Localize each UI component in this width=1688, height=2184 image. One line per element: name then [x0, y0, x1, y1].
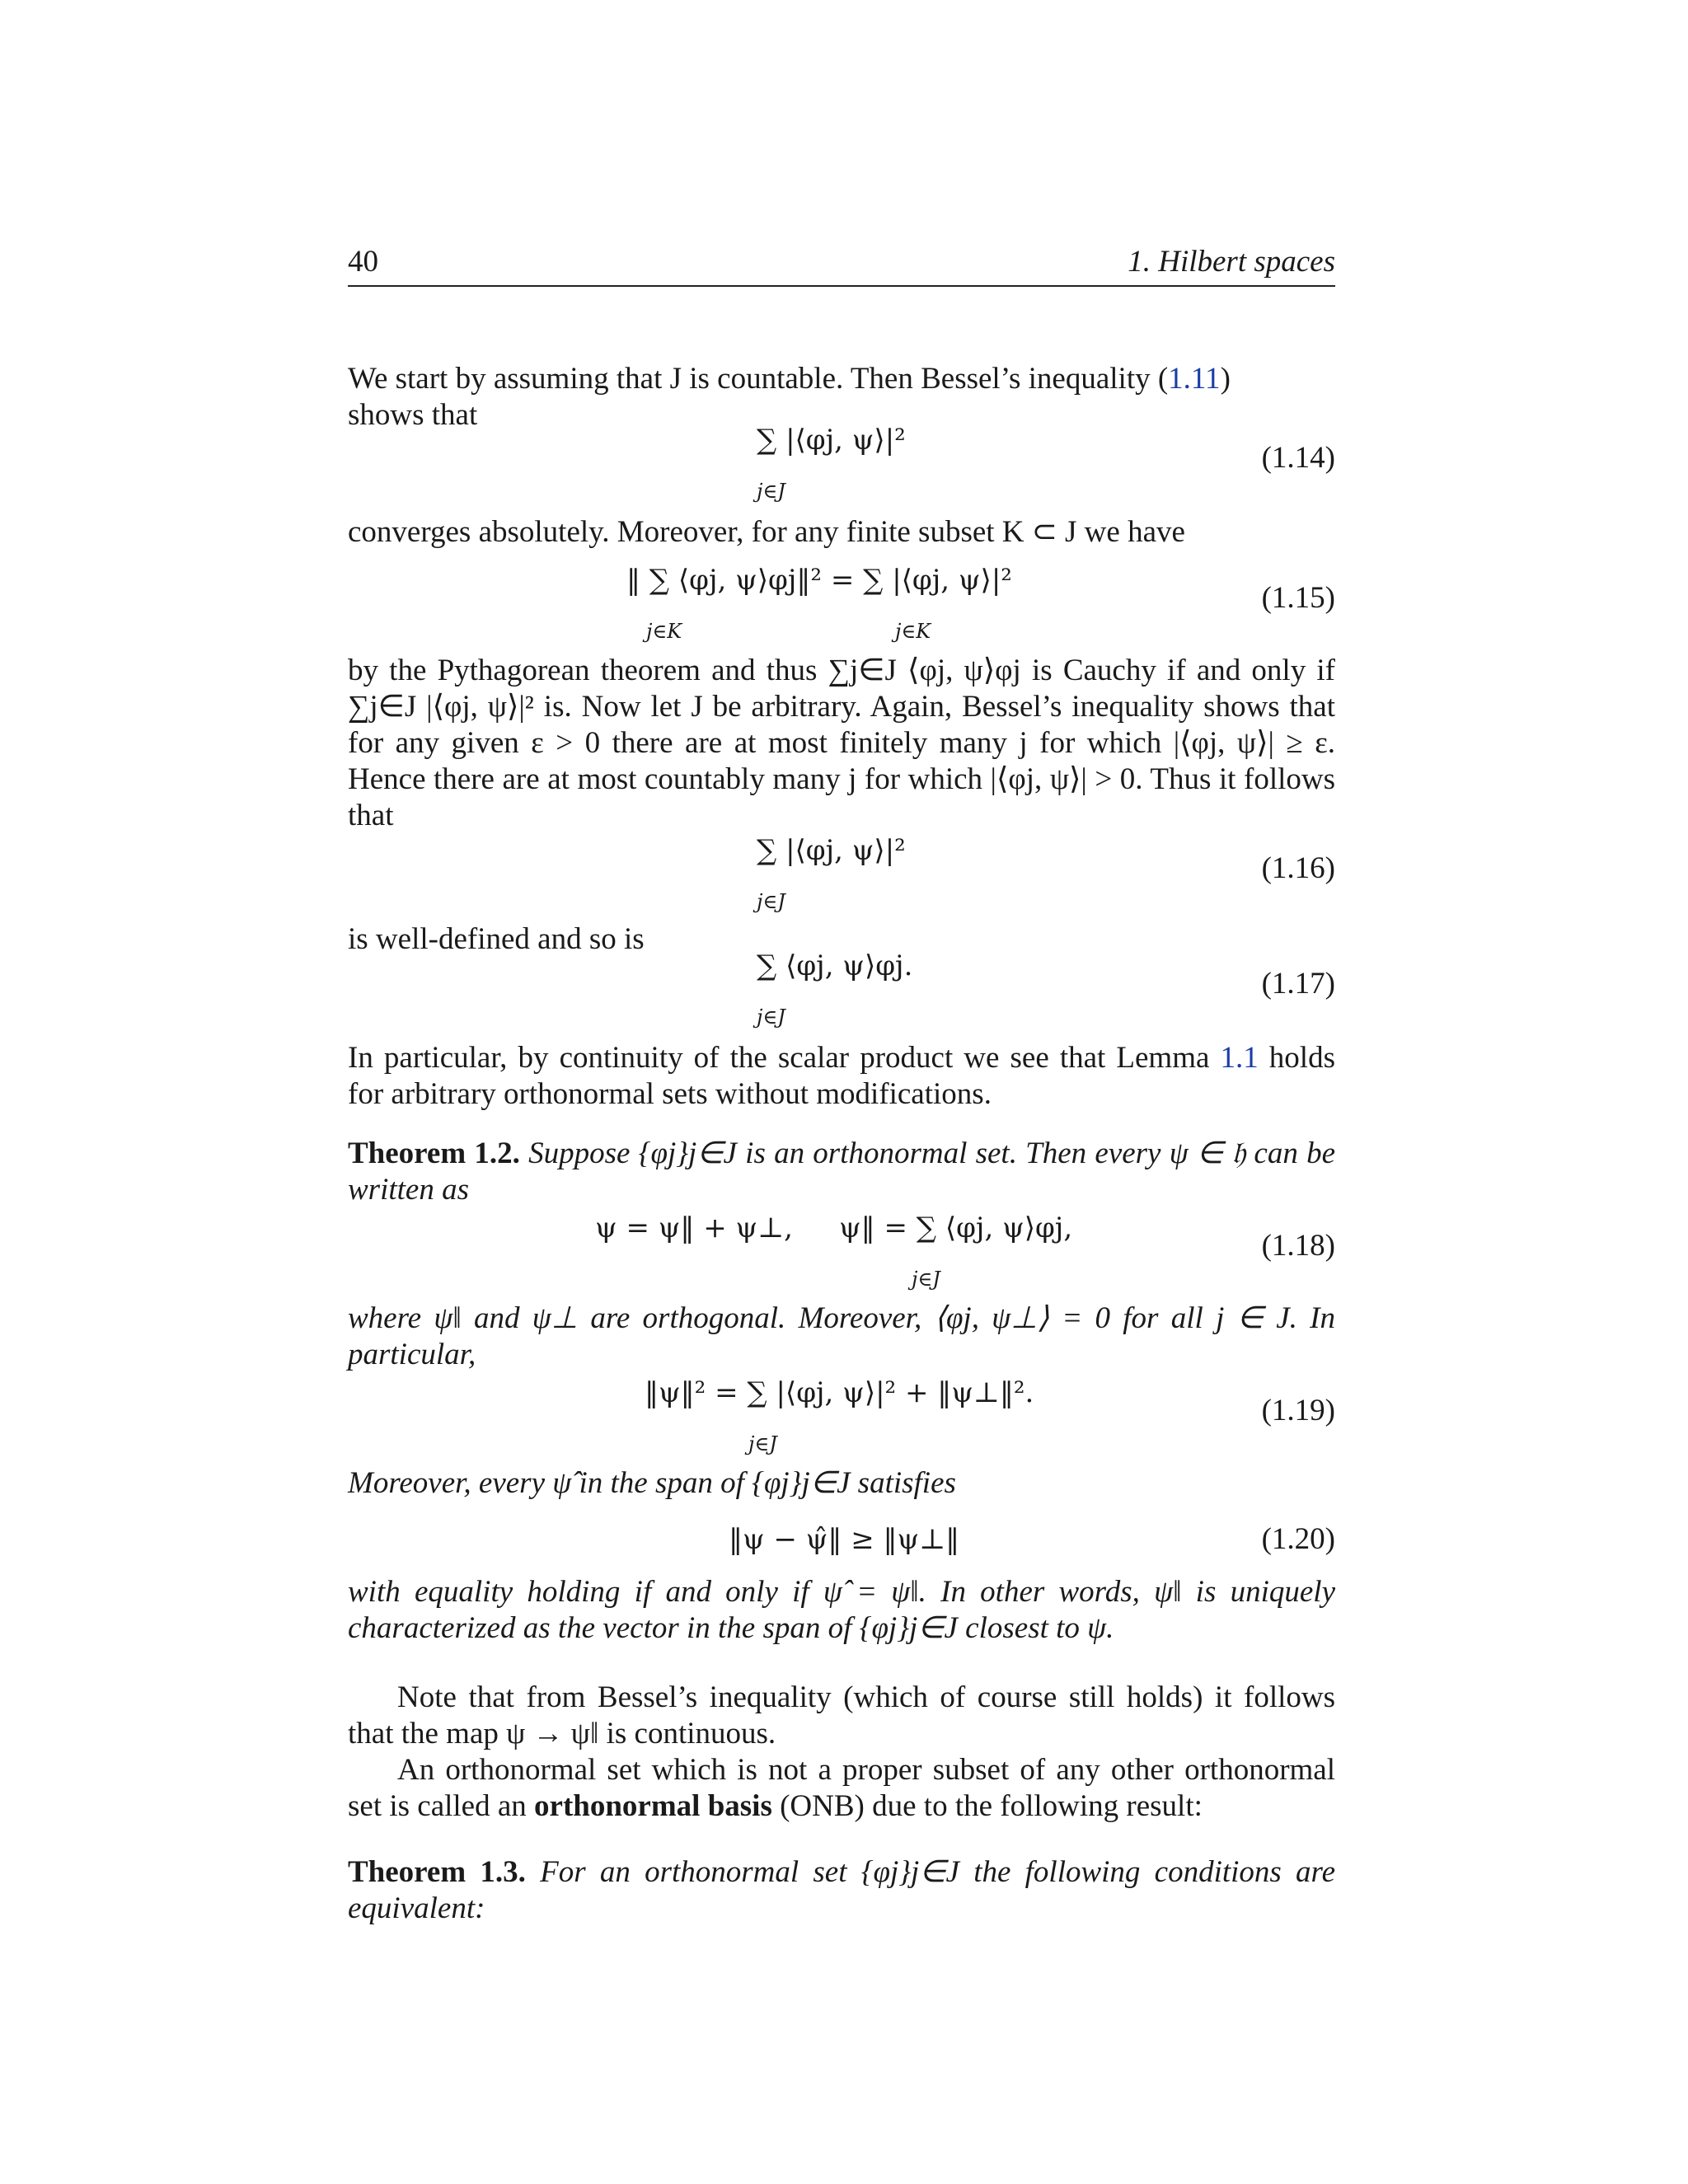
ref-link-1-11[interactable]: 1.11	[1168, 362, 1221, 396]
equation-1-15	[348, 562, 1335, 644]
paragraph-6	[348, 1680, 1335, 1752]
equation-1-17	[348, 948, 1335, 1030]
equation-number: (1.14)	[1261, 441, 1335, 475]
paragraph-3	[348, 653, 1335, 834]
theorem-1-2-text-c: Moreover, every ψ̂ in the span of {φj}j∈J satisfies	[348, 1466, 956, 1500]
paragraph-2-text: converges absolutely. Moreover, for any finite subset K ⊂ J we have	[348, 515, 1185, 549]
running-header	[348, 244, 1335, 279]
paragraph-7-text-end: (ONB) due to the following result:	[771, 1789, 1203, 1823]
equation-body: ‖ ∑ ⟨φj, ψ⟩φj‖² = ∑ |⟨φj, ψ⟩|²	[626, 564, 1012, 597]
equation-number: (1.19)	[1261, 1394, 1335, 1427]
equation-body: ‖ψ − ψ̂‖ ≥ ‖ψ⊥‖	[729, 1523, 960, 1556]
paragraph-5-text-end: holds for arbitrary orthonormal sets without modifications.	[348, 1041, 1335, 1111]
paragraph-4-text: is well-defined and so is	[348, 922, 645, 956]
paragraph-2	[348, 514, 1335, 551]
paragraph-3-text: by the Pythagorean theorem and thus ∑j∈J ⟨φj, ψ⟩φj is Cauchy if and only if ∑j∈J |⟨φj, ψ⟩|² is. Now let J be arbitrary. Again, Bessel’s inequality shows that for any given ε > 0 there are at most finitely many j for which |⟨φj, ψ⟩| ≥ ε. Hence there are at most countably many j for which |⟨φj, ψ⟩| > 0. Thus it follows that	[348, 654, 1335, 832]
page-number: 40	[348, 245, 378, 279]
equation-left: ψ = ψ‖ + ψ⊥,	[595, 1212, 793, 1244]
sum-subscript: j∈J	[748, 1432, 777, 1455]
theorem-1-2-span	[348, 1465, 1335, 1502]
theorem-1-3-statement: For an orthonormal set {φj}j∈J the following conditions are equivalent:	[348, 1855, 1335, 1925]
theorem-1-2-closing	[348, 1574, 1335, 1647]
equation-1-16	[348, 832, 1335, 915]
paragraph-5-text: In particular, by continuity of the scalar product we see that Lemma	[348, 1041, 1221, 1075]
header-rule	[348, 285, 1335, 287]
theorem-1-2-text-d: with equality holding if and only if ψ̂ = ψ‖. In other words, ψ‖ is uniquely characterized as the vector in the span of {φj}j∈J closest to ψ.	[348, 1575, 1335, 1645]
equation-number: (1.18)	[1261, 1229, 1335, 1263]
equation-body: ∑ ⟨φj, ψ⟩φj.	[757, 949, 913, 982]
paragraph-7-text: An orthonormal set which is not a proper subset of any other orthonormal set is called an	[348, 1753, 1335, 1823]
equation-right: ψ‖ = ∑ ⟨φj, ψ⟩φj,	[839, 1212, 1073, 1244]
sum-subscript: j∈J	[757, 1005, 785, 1029]
paragraph-6-text: Note that from Bessel’s inequality (which of course still holds) it follows that the map ψ → ψ‖ is continuous.	[348, 1680, 1335, 1750]
ref-link-lemma-1-1[interactable]: 1.1	[1220, 1041, 1259, 1075]
equation-number: (1.16)	[1261, 851, 1335, 885]
equation-body: ‖ψ‖² = ∑ |⟨φj, ψ⟩|² + ‖ψ⊥‖².	[645, 1376, 1034, 1409]
sum-subscript-right: j∈K	[895, 620, 931, 643]
paragraph-5	[348, 1040, 1335, 1113]
sum-subscript: j∈J	[912, 1268, 940, 1291]
equation-1-20	[348, 1513, 1335, 1563]
theorem-1-2	[348, 1136, 1335, 1208]
term-orthonormal-basis: orthonormal basis	[534, 1789, 772, 1823]
paragraph-1-text: We start by assuming that J is countable. Then Bessel’s inequality (	[348, 362, 1169, 396]
equation-number: (1.17)	[1261, 967, 1335, 1001]
theorem-1-3-label: Theorem 1.3.	[348, 1855, 526, 1889]
paragraph-1-line2: shows that	[348, 398, 478, 432]
equation-body: ∑ |⟨φj, ψ⟩|²	[757, 424, 906, 457]
sum-subscript: j∈J	[757, 480, 785, 503]
equation-1-18	[348, 1210, 1335, 1292]
equation-number: (1.15)	[1261, 581, 1335, 615]
paragraph-1-close: )	[1220, 362, 1231, 396]
paragraph-7	[348, 1752, 1335, 1825]
theorem-1-2-statement: Suppose {φj}j∈J is an orthonormal set. Then every ψ ∈ 𝔥 can be written as	[348, 1137, 1335, 1207]
theorem-1-2-text-b: where ψ‖ and ψ⊥ are orthogonal. Moreover, ⟨φj, ψ⊥⟩ = 0 for all j ∈ J. In particular,	[348, 1301, 1335, 1371]
theorem-1-2-label: Theorem 1.2.	[348, 1137, 520, 1170]
theorem-1-3	[348, 1854, 1335, 1927]
equation-1-14	[348, 422, 1335, 504]
equation-1-19	[348, 1375, 1335, 1457]
equation-body: ∑ |⟨φj, ψ⟩|²	[757, 834, 906, 867]
sum-subscript: j∈J	[757, 890, 785, 913]
equation-number: (1.20)	[1261, 1522, 1335, 1556]
sum-subscript-left: j∈K	[646, 620, 682, 643]
chapter-title: 1. Hilbert spaces	[1128, 245, 1335, 279]
theorem-1-2-continued	[348, 1301, 1335, 1373]
